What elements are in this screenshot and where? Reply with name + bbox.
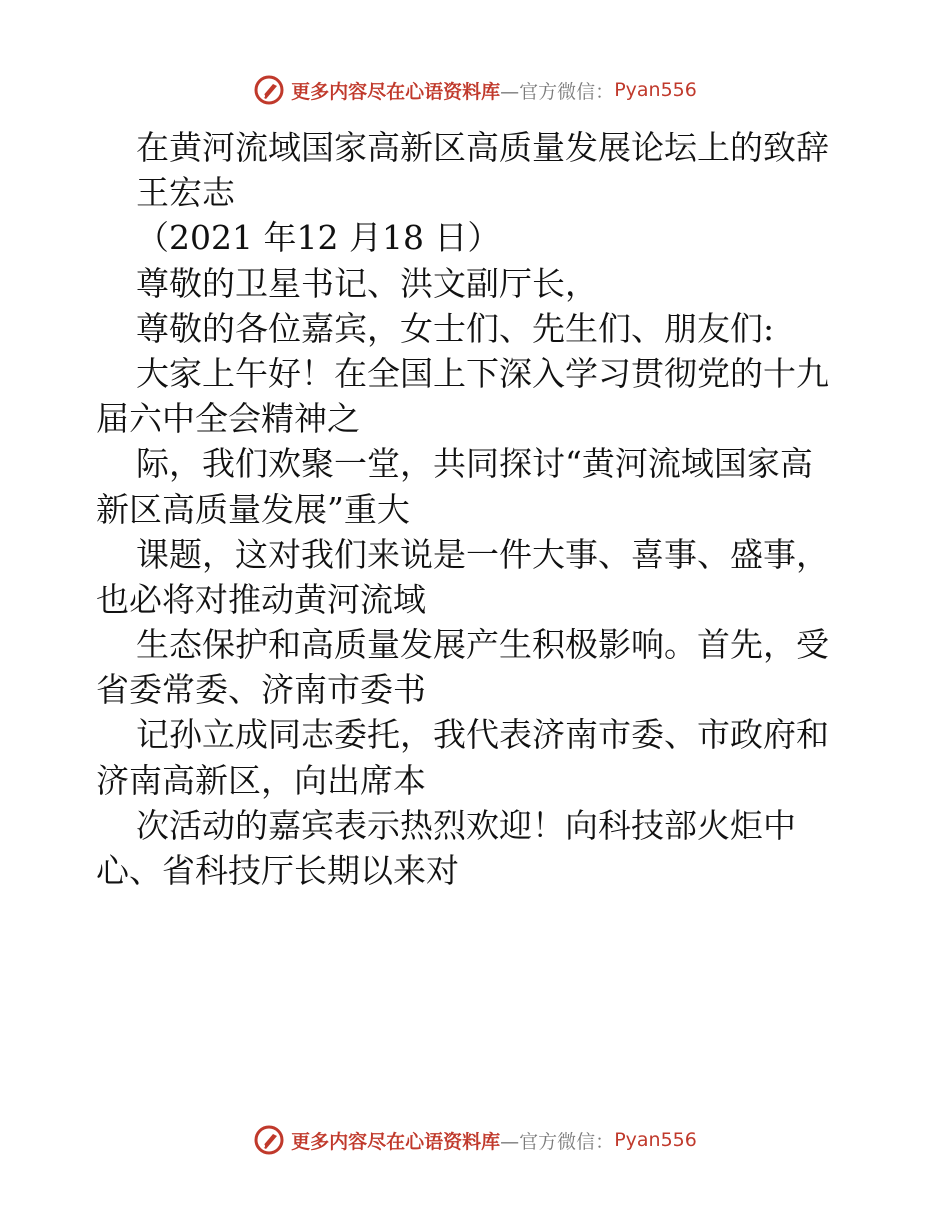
banner-main-text: 更多内容尽在心语资料库 [291, 1130, 501, 1153]
paragraph-line: 生态保护和高质量发展产生积极影响。首先，受 [136, 625, 829, 665]
paragraph-line: 新区高质量发展”重大 [96, 489, 410, 529]
paragraph-line: 济南高新区，向出席本 [96, 760, 426, 800]
paragraph-line: 也必将对推动黄河流域 [96, 579, 426, 619]
speech-title: 在黄河流域国家高新区高质量发展论坛上的致辞 [136, 128, 829, 167]
paragraph-line: 大家上午好！在全国上下深入学习贯彻党的十九 [136, 353, 829, 393]
paragraph-line: 次活动的嘉宾表示热烈欢迎！向科技部火炬中 [136, 805, 796, 845]
header-watermark-banner [0, 72, 950, 108]
banner-account-text: Pyan556 [614, 1129, 697, 1151]
banner-separator-text: —官方微信： [500, 1130, 615, 1153]
paragraph-line: 心、省科技厅长期以来对 [96, 851, 459, 890]
pen-nib-circle-icon [253, 1124, 285, 1156]
salutation-line: 尊敬的卫星书记、洪文副厅长， [136, 263, 598, 303]
paragraph-line: 省委常委、济南市委书 [96, 670, 426, 710]
paragraph-line: 际，我们欢聚一堂，共同探讨“黄河流域国家高 [136, 444, 813, 484]
pen-nib-circle-icon [253, 74, 285, 106]
footer-watermark-banner [0, 1122, 950, 1158]
banner-main-text: 更多内容尽在心语资料库 [291, 80, 501, 103]
paragraph-line: 课题，这对我们来说是一件大事、喜事、盛事， [136, 534, 829, 574]
speaker-name: 王宏志 [136, 173, 235, 213]
paragraph-line: 届六中全会精神之 [96, 399, 360, 439]
salutation-line: 尊敬的各位嘉宾，女士们、先生们、朋友们: [136, 308, 775, 348]
banner-account-text: Pyan556 [614, 79, 697, 101]
paragraph-line: 记孙立成同志委托，我代表济南市委、市政府和 [136, 715, 829, 755]
document-body [96, 125, 856, 893]
banner-separator-text: —官方微信： [500, 80, 615, 103]
speech-date: （2021 年12 月18 日） [136, 218, 501, 258]
